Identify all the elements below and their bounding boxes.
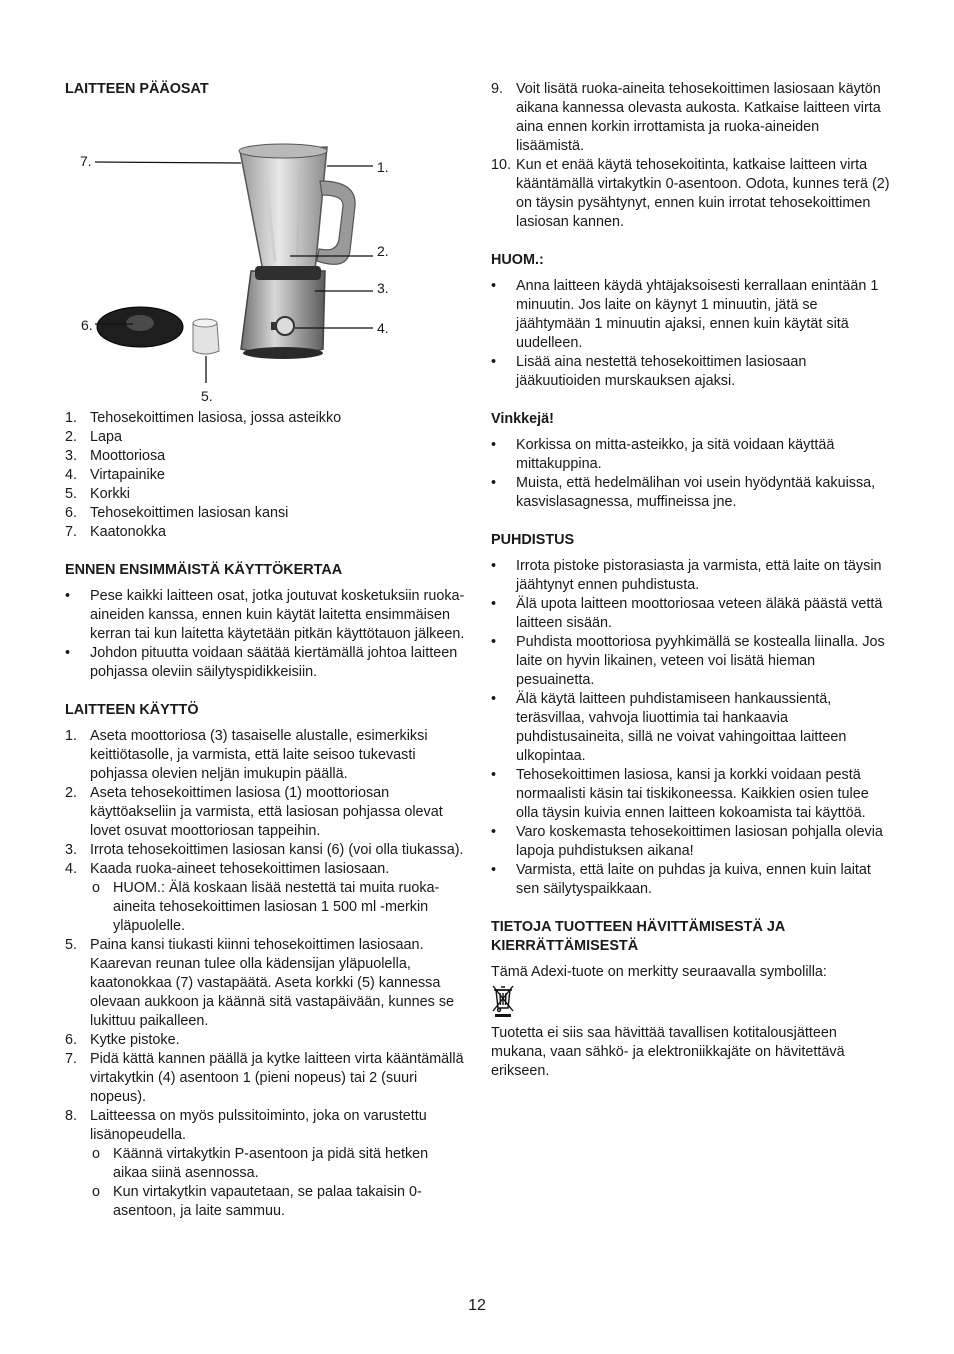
usage-heading: LAITTEEN KÄYTTÖ xyxy=(65,702,199,718)
sub-list xyxy=(90,1145,465,1221)
cleaning-list xyxy=(491,557,891,899)
list-item: 5. Korkki xyxy=(65,486,130,502)
list-item: • Tehosekoittimen lasiosa, kansi ja korkki voidaan pestä normaalisti käsin tai tiskikoneessa. Kaikkien osien tulee olla täysin kuivia ennen laitteen kokoamista tai käyttöä. xyxy=(491,766,891,823)
figure-label-2: 2. xyxy=(377,243,389,259)
figure-label-4: 4. xyxy=(377,320,389,336)
list-item: • Korkissa on mitta-asteikko, ja sitä voidaan käyttää mittakuppina. xyxy=(491,436,891,474)
list-item: 2. Lapa xyxy=(65,429,123,445)
list-item: • Varo koskemasta tehosekoittimen lasiosan pohjalla olevia lapoja puhdistuksen aikana! xyxy=(491,823,891,861)
figure-label-7: 7. xyxy=(80,153,92,169)
disposal-text: Tuotetta ei siis saa hävittää tavallisen kotitalousjätteen mukana, vaan sähkö- ja elektroniikkajäte on hävitettävä erikseen. xyxy=(491,1025,845,1079)
sub-list xyxy=(90,879,465,936)
figure-label-3: 3. xyxy=(377,280,389,296)
list-item: 10. Kun et enää käytä tehosekoitinta, katkaise laitteen virta kääntämällä virtakytkin 0-asentoon. Odota, kunnes terä (2) on täysin pysähtynyt, ennen kuin irrotat tehosekoittimen lasiosan kannen. xyxy=(491,157,890,230)
blender-illustration xyxy=(65,111,395,401)
first-use-section xyxy=(65,561,465,682)
list-item: 1. Aseta moottoriosa (3) tasaiselle alustalle, esimerkiksi keittiötasolle, ja varmista, että laite seisoo tukevasti pohjassa olevien neljän imukupin päällä. xyxy=(65,728,428,782)
list-item: • Johdon pituutta voidaan säätää kiertämällä johtoa laitteen pohjassa oleviin säilytyspidikkeisiin. xyxy=(65,644,465,682)
power-knob xyxy=(276,317,294,335)
crossed-out-wheelie-bin-icon xyxy=(491,984,515,1018)
parts-heading: LAITTEEN PÄÄOSAT xyxy=(65,81,209,97)
tips-list xyxy=(491,436,891,512)
first-use-heading: ENNEN ENSIMMÄISTÄ KÄYTTÖKERTAA xyxy=(65,562,343,578)
first-use-list xyxy=(65,587,465,682)
list-item: 2. Aseta tehosekoittimen lasiosa (1) moottoriosan käyttöakseliin ja varmista, että lasiosan pohjassa olevat lovet osuvat moottoriosan tappeihin. xyxy=(65,785,443,839)
cleaning-section xyxy=(491,531,891,899)
list-item: 7. Kaatonokka xyxy=(65,524,167,540)
blender-figure xyxy=(65,111,395,404)
tips-section xyxy=(491,410,891,512)
blender-jug xyxy=(240,147,327,271)
list-item: 5. Paina kansi tiukasti kiinni tehosekoittimen lasiosaan. Kaarevan reunan tulee olla kädensijan yläpuolella, kaatonokkaa (7) vastapäätä. Aseta korkki (5) kannessa olevaan aukkoon ja käännä sitä vastapäivään, kunnes se lukittuu paikalleen. xyxy=(65,937,455,1029)
usage-continued xyxy=(491,80,891,232)
list-item: 6. Kytke pistoke. xyxy=(65,1032,180,1048)
list-item: • Puhdista moottoriosa pyyhkimällä se kostealla liinalla. Jos laite on hyvin likainen, veteen voi lisätä hieman pesuainetta. xyxy=(491,633,891,690)
list-item: • Älä käytä laitteen puhdistamiseen hankaussientä, teräsvillaa, vahvoja liuottimia tai hankaavia puhdistusaineita, sillä ne voivat vahingoittaa laitteen ulkopintaa. xyxy=(491,690,891,766)
sub-list-item: o Käännä virtakytkin P-asentoon ja pidä sitä hetken aikaa siinä asennossa. xyxy=(90,1145,465,1183)
cleaning-heading: PUHDISTUS xyxy=(491,532,575,548)
note-section xyxy=(491,251,891,391)
disposal-intro: Tämä Adexi-tuote on merkitty seuraavalla symbolilla: xyxy=(491,964,827,980)
list-item: 6. Tehosekoittimen lasiosan kansi xyxy=(65,505,289,521)
note-list xyxy=(491,277,891,391)
list-item: 9. Voit lisätä ruoka-aineita tehosekoittimen lasiosaan käytön aikana kannessa olevasta aukosta. Katkaise laitteen virta aina ennen korkin irrottamista ja ruoka-aineiden lisäämistä. xyxy=(491,81,881,154)
list-item: 1. Tehosekoittimen lasiosa, jossa asteikko xyxy=(65,410,342,426)
usage-steps-continued xyxy=(491,80,891,232)
tips-heading: Vinkkejä! xyxy=(491,411,554,427)
figure-label-6: 6. xyxy=(81,317,93,333)
cap xyxy=(193,323,219,354)
figure-label-1: 1. xyxy=(377,159,389,175)
right-column xyxy=(491,80,891,1100)
list-item: • Lisää aina nestettä tehosekoittimen lasiosaan jääkuutioiden murskauksen ajaksi. xyxy=(491,353,891,391)
parts-list xyxy=(65,409,465,542)
sub-list-item: o Kun virtakytkin vapautetaan, se palaa takaisin 0-asentoon, ja laite sammuu. xyxy=(90,1183,465,1221)
usage-section xyxy=(65,701,465,1221)
list-item: 4. Kaada ruoka-aineet tehosekoittimen lasiosaan. o HUOM.: Älä koskaan lisää nestettä tai muita ruoka-aineita tehosekoittimen lasiosan 1 500 ml -merkin yläpuolelle. xyxy=(65,860,465,936)
disposal-heading: TIETOJA TUOTTEEN HÄVITTÄMISESTÄ JA KIERRÄTTÄMISESTÄ xyxy=(491,919,785,954)
list-item: • Pese kaikki laitteen osat, jotka joutuvat kosketuksiin ruoka-aineiden kanssa, ennen kuin käytät laitetta ensimmäisen kerran tai kun laitetta käytetään pitkän käyttötauon jälkeen. xyxy=(65,587,465,644)
disposal-section xyxy=(491,918,891,1081)
list-item: • Muista, että hedelmälihan voi usein hyödyntää kakuissa, kasvislasagnessa, muffineissa jne. xyxy=(491,474,891,512)
sub-list-item: o HUOM.: Älä koskaan lisää nestettä tai muita ruoka-aineita tehosekoittimen lasiosan 1 500 ml -merkin yläpuolelle. xyxy=(90,879,465,936)
list-item: • Älä upota laitteen moottoriosaa veteen äläkä päästä vettä laitteen sisään. xyxy=(491,595,891,633)
motor-base xyxy=(241,271,325,354)
list-item: 4. Virtapainike xyxy=(65,467,165,483)
left-column xyxy=(65,80,465,1240)
list-item: 3. Irrota tehosekoittimen lasiosan kansi (6) (voi olla tiukassa). xyxy=(65,842,464,858)
usage-steps xyxy=(65,727,465,1221)
list-item: 7. Pidä kättä kannen päällä ja kytke laitteen virta kääntämällä virtakytkin (4) asentoon 1 (pieni nopeus) tai 2 (suuri nopeus). xyxy=(65,1051,464,1105)
figure-label-5: 5. xyxy=(201,388,213,404)
jug-handle xyxy=(317,181,355,264)
list-item: 8. Laitteessa on myös pulssitoiminto, joka on varustettu lisänopeudella. o Käännä virtakytkin P-asentoon ja pidä sitä hetken aikaa siinä asennossa. o Kun virtakytkin vapautetaan, se palaa takaisin 0-asentoon, ja laite sammuu. xyxy=(65,1107,465,1221)
list-item: • Varmista, että laite on puhdas ja kuiva, ennen kuin laitat sen säilytyspaikkaan. xyxy=(491,861,891,899)
note-heading: HUOM.: xyxy=(491,252,544,268)
list-item: • Anna laitteen käydä yhtäjaksoisesti kerrallaan enintään 1 minuutin. Jos laite on käynyt 1 minuutin, jätä se jäähtymään 1 minuutin ajaksi, ennen kuin käytät sitä uudelleen. xyxy=(491,277,891,353)
list-item: 3. Moottoriosa xyxy=(65,448,166,464)
parts-section xyxy=(65,80,465,542)
list-item: • Irrota pistoke pistorasiasta ja varmista, että laite on täysin jäähtynyt ennen puhdistusta. xyxy=(491,557,891,595)
page-number: 12 xyxy=(468,1297,486,1314)
